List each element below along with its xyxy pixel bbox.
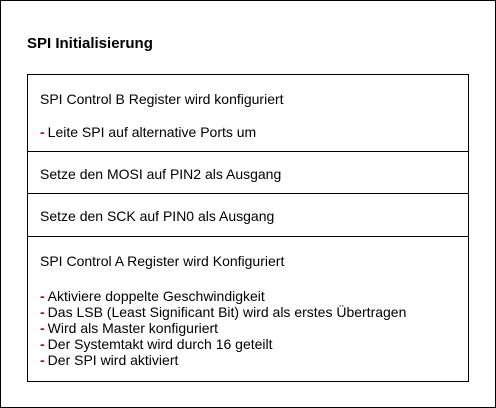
step-spi-control-b [28,75,468,152]
step-bullet: - Der SPI wird aktiviert [40,352,179,368]
bullet-dash: - [40,124,45,140]
bullet-dash: - [40,304,45,320]
step-bullet-list [40,288,406,368]
step-bullet: - Wird als Master konfiguriert [40,320,219,336]
step-mosi-output [28,152,468,194]
step-heading: SPI Control B Register wird konfiguriert [40,91,284,107]
step-bullet: - Der Systemtakt wird durch 16 geteilt [40,336,273,352]
step-sck-output [28,194,468,237]
bullet-dash: - [40,352,45,368]
bullet-dash: - [40,320,45,336]
flowchart [27,74,469,382]
step-heading: SPI Control A Register wird Konfiguriert [40,253,285,269]
step-heading: Setze den SCK auf PIN0 als Ausgang [40,208,275,224]
step-bullet: - Das LSB (Least Significant Bit) wird als erstes Übertragen [40,304,407,320]
step-bullet-list [40,124,256,140]
bullet-dash: - [40,288,45,304]
step-bullet: - Leite SPI auf alternative Ports um [40,124,257,140]
bullet-dash: - [40,336,45,352]
step-heading: Setze den MOSI auf PIN2 als Ausgang [40,166,282,182]
step-bullet: - Aktiviere doppelte Geschwindigkeit [40,288,265,304]
diagram-title: SPI Initialisierung [27,35,153,52]
step-spi-control-a [28,237,468,381]
